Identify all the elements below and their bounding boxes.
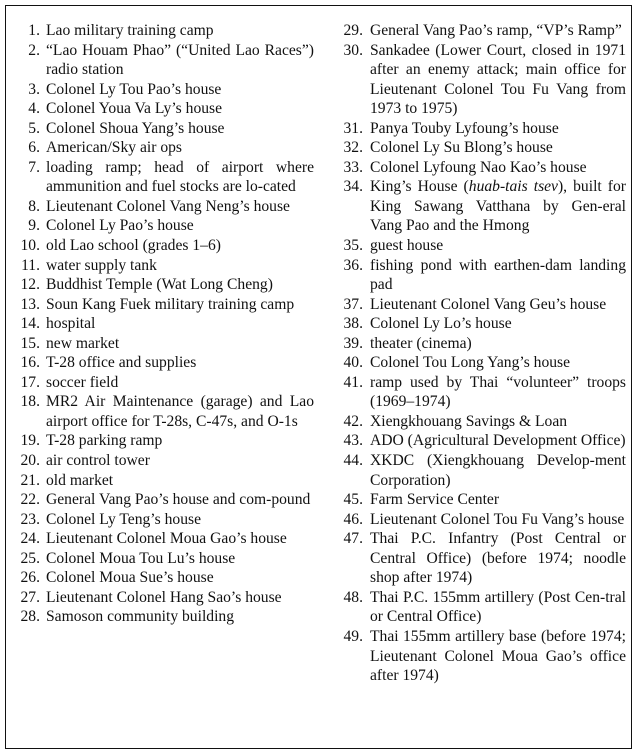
legend-item-number: 45. [343, 491, 363, 509]
legend-item-text: Colonel Moua Sue’s house [46, 569, 214, 587]
legend-item-text: Farm Service Center [370, 491, 500, 509]
legend-item [335, 119, 626, 139]
legend-item-number: 2. [28, 41, 40, 59]
legend-item [335, 412, 626, 432]
legend-item-number: 29. [343, 22, 363, 39]
legend-item [18, 314, 314, 334]
legend-item-text: “Lao Houam Phao” (“United Lao Races”) radio station [46, 41, 314, 79]
legend-column-right [335, 21, 626, 686]
legend-item [335, 21, 626, 41]
legend-column-left [18, 21, 314, 627]
legend-item-text: T-28 parking ramp [46, 432, 163, 450]
legend-item [18, 529, 314, 549]
legend-item [18, 197, 314, 217]
legend-item [18, 138, 314, 158]
legend-item-number: 19. [20, 432, 40, 450]
legend-item-text: Thai 155mm artillery base (before 1974; Lieutenant Colonel Moua Gao’s office after 1974) [370, 627, 626, 685]
legend-item [18, 21, 314, 41]
legend-item [18, 275, 314, 295]
legend-item [335, 510, 626, 530]
legend-item-text-part: King’s House ( [370, 178, 469, 196]
legend-item-text: Lieutenant Colonel Vang Neng’s house [46, 197, 290, 215]
legend-item-number: 42. [343, 412, 363, 430]
legend-item-number: 23. [20, 510, 40, 528]
legend-item [335, 334, 626, 354]
legend-item-text: Colonel Ly Pao’s house [46, 217, 194, 235]
legend-item [18, 158, 314, 197]
legend-item-number: 44. [343, 452, 363, 470]
legend-item-text: Colonel Ly Tou Pao’s house [46, 80, 222, 98]
legend-item-number: 7. [28, 158, 40, 176]
legend-item-number: 18. [20, 393, 40, 411]
legend-item-text: guest house [370, 237, 444, 255]
legend-item-text: Colonel Moua Tou Lu’s house [46, 549, 236, 567]
legend-item [18, 549, 314, 569]
legend-item-text: Thai P.C. Infantry (Post Central or Central Office) (before 1974; noodle shop after 1974) [370, 530, 626, 587]
legend-item-number: 48. [343, 588, 363, 606]
legend-item-text: Colonel Lyfoung Nao Kao’s house [370, 158, 587, 176]
legend-item-number: 26. [20, 569, 40, 587]
legend-item-text: ADO (Agricultural Development Office) [370, 432, 626, 450]
legend-item-number: 8. [28, 197, 40, 215]
legend-item-number: 35. [343, 237, 363, 255]
legend-item-text: water supply tank [46, 256, 157, 274]
legend-item [335, 41, 626, 119]
legend-item-number: 17. [20, 373, 40, 391]
legend-item [18, 99, 314, 119]
legend-item [18, 216, 314, 236]
legend-item-text: Xiengkhouang Savings & Loan [370, 412, 568, 430]
legend-item-text: American/Sky air ops [46, 139, 182, 157]
legend-item-text-italic: huab-tais tsev [468, 178, 558, 196]
legend-item-text: air control tower [46, 452, 150, 470]
legend-item [18, 256, 314, 276]
legend-item [18, 119, 314, 139]
legend-item-text: Samoson community building [46, 608, 234, 626]
legend-item-text: Colonel Tou Long Yang’s house [370, 354, 571, 372]
legend-item-number: 37. [343, 295, 363, 313]
legend-item-number: 4. [28, 100, 40, 118]
legend-item [18, 80, 314, 100]
legend-item-number: 15. [20, 334, 40, 352]
legend-frame [5, 5, 632, 749]
legend-item-text: Thai P.C. 155mm artillery (Post Cen-tral or Central Office) [370, 588, 626, 626]
legend-item-text: fishing pond with earthen-dam landing pad [370, 256, 626, 294]
legend-item [18, 373, 314, 393]
legend-item-text [370, 178, 626, 234]
legend-item-number: 12. [20, 276, 40, 294]
legend-item [18, 568, 314, 588]
legend-item-text: Colonel Ly Su Blong’s house [370, 139, 553, 157]
legend-item-text: Soun Kang Fuek military training camp [46, 295, 295, 313]
legend-item-number: 20. [20, 452, 40, 470]
legend-item-number: 21. [20, 471, 40, 489]
legend-item-number: 39. [343, 334, 363, 352]
legend-item [335, 177, 626, 236]
legend-item-text: MR2 Air Maintenance (garage) and Lao airport office for T-28s, C-47s, and O-1s [46, 393, 314, 430]
legend-item-number: 1. [28, 22, 40, 39]
legend-item-text: Colonel Ly Teng’s house [46, 510, 201, 528]
legend-item-number: 31. [343, 119, 363, 137]
legend-item [335, 314, 626, 334]
legend-item-number: 16. [20, 354, 40, 372]
legend-item-number: 36. [343, 256, 363, 274]
legend-item [18, 41, 314, 80]
legend-item-text: General Vang Pao’s house and com-pound [46, 491, 311, 509]
legend-item-number: 46. [343, 510, 363, 528]
legend-item [335, 529, 626, 588]
legend-item-number: 6. [28, 139, 40, 157]
legend-item [335, 627, 626, 686]
legend-item-number: 11. [21, 256, 40, 274]
legend-item-number: 22. [20, 491, 40, 509]
legend-item [335, 373, 626, 412]
legend-item-number: 41. [343, 373, 363, 391]
legend-item-text: soccer field [46, 373, 119, 391]
legend-item-text: old Lao school (grades 1–6) [46, 237, 221, 255]
legend-item-number: 24. [20, 530, 40, 548]
legend-item-number: 43. [343, 432, 363, 450]
legend-item-number: 5. [28, 119, 40, 137]
legend-item [335, 295, 626, 315]
legend-item [18, 490, 314, 510]
legend-item [18, 236, 314, 256]
legend-item [18, 334, 314, 354]
legend-item [335, 490, 626, 510]
legend-item [18, 353, 314, 373]
legend-item-text: Colonel Ly Lo’s house [370, 315, 512, 333]
legend-item-number: 14. [20, 315, 40, 333]
legend-item [18, 392, 314, 431]
legend-item-text: Panya Touby Lyfoung’s house [370, 119, 559, 137]
legend-item-text: Colonel Shoua Yang’s house [46, 119, 225, 137]
legend-item-number: 28. [20, 608, 40, 626]
legend-item-text: new market [46, 334, 120, 352]
legend-item [18, 295, 314, 315]
legend-item [18, 607, 314, 627]
legend-item [335, 451, 626, 490]
legend-item [18, 510, 314, 530]
legend-item-text: General Vang Pao’s ramp, “VP’s Ramp” [370, 22, 622, 39]
legend-item [335, 236, 626, 256]
legend-item-number: 33. [343, 158, 363, 176]
legend-item-text: Buddhist Temple (Wat Long Cheng) [46, 276, 273, 294]
legend-item-text: Colonel Youa Va Ly’s house [46, 100, 223, 118]
legend-item-number: 13. [20, 295, 40, 313]
legend-item-text: loading ramp; head of airport where ammunition and fuel stocks are lo-cated [46, 158, 314, 196]
legend-item [335, 138, 626, 158]
legend-item-number: 32. [343, 139, 363, 157]
legend-item-text: XKDC (Xiengkhouang Develop-ment Corporation) [370, 452, 626, 489]
legend-item-number: 27. [20, 588, 40, 606]
legend-item-text: theater (cinema) [370, 334, 472, 352]
legend-item [18, 471, 314, 491]
legend-item-text: Lieutenant Colonel Hang Sao’s house [46, 588, 282, 606]
legend-item-number: 25. [20, 549, 40, 567]
legend-item-text: T-28 office and supplies [46, 354, 197, 372]
legend-item [335, 431, 626, 451]
legend-item-number: 3. [28, 80, 40, 98]
legend-item-number: 47. [343, 530, 363, 548]
legend-item-text: ramp used by Thai “volunteer” troops (1969–1974) [370, 373, 626, 411]
legend-item-text: hospital [46, 315, 96, 333]
legend-item-text: Lieutenant Colonel Moua Gao’s house [46, 530, 287, 548]
legend-item [335, 158, 626, 178]
legend-item-text: Lieutenant Colonel Vang Geu’s house [370, 295, 607, 313]
legend-item-text: Sankadee (Lower Court, closed in 1971 after an enemy attack; main office for Lieutenant Colonel Tou Fu Vang from 1973 to 1975) [370, 41, 626, 118]
legend-item-text-part: ), built for King Sawang Vatthana by Gen-eral Vang Pao and the Hmong [370, 178, 626, 235]
legend-item-text: old market [46, 471, 114, 489]
legend-item-text: Lao military training camp [46, 22, 214, 39]
legend-item [335, 353, 626, 373]
legend-item-number: 30. [343, 41, 363, 59]
legend-item-number: 10. [20, 237, 40, 255]
legend-item [335, 256, 626, 295]
legend-item-text: Lieutenant Colonel Tou Fu Vang’s house [370, 510, 625, 528]
legend-item-number: 38. [343, 315, 363, 333]
legend-item [18, 431, 314, 451]
legend-item [18, 588, 314, 608]
legend-item [18, 451, 314, 471]
legend-item [335, 588, 626, 627]
legend-item-number: 40. [343, 354, 363, 372]
legend-item-number: 9. [28, 217, 40, 235]
legend-item-number: 34. [343, 178, 363, 196]
legend-item-number: 49. [343, 627, 363, 645]
